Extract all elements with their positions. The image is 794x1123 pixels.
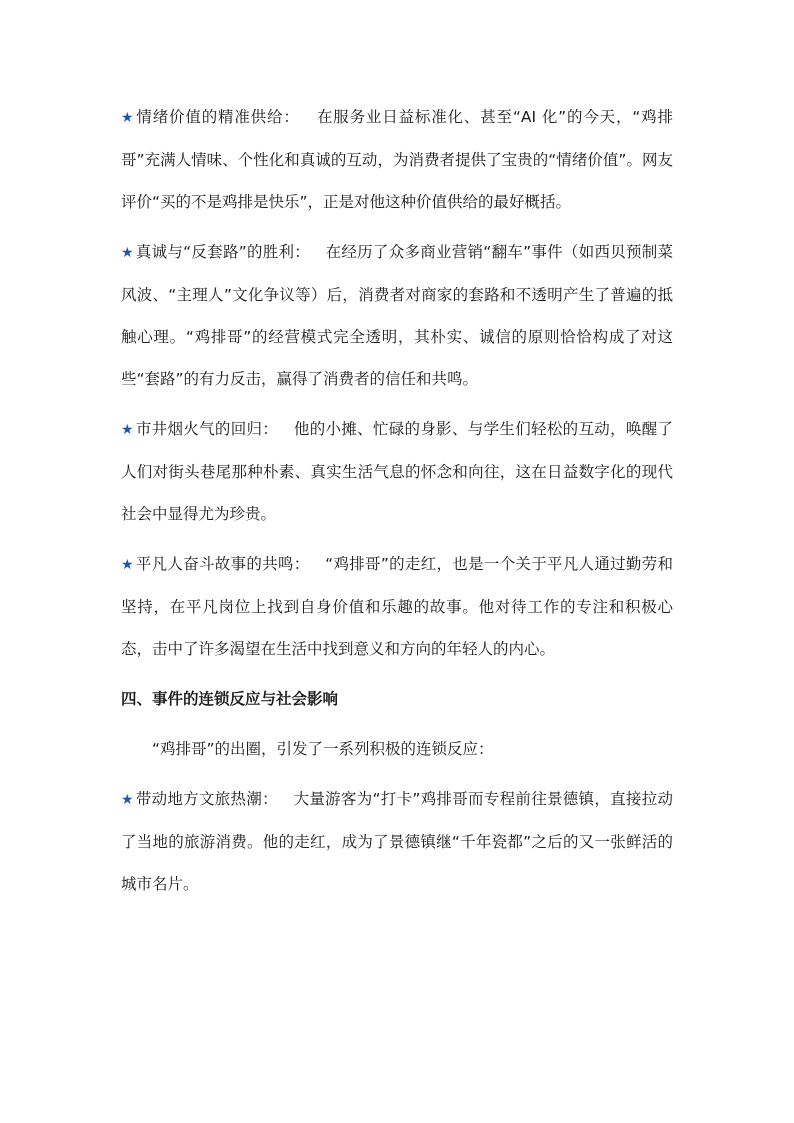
item-body: “鸡排哥”的走红，也是一个关于平凡人通过勤劳和坚持，在平凡岗位上找到自身价值和乐趣的故事。他对待工作的专注和积极心态，击中了许多渴望在生活中找到意义和方向的年轻人的内心。 <box>121 555 673 658</box>
item-title: 真诚与“反套路”的胜利： <box>135 243 311 261</box>
document-page <box>121 96 673 913</box>
item-body: 在经历了众多商业营销“翻车”事件（如西贝预制菜风波、“主理人”文化争议等）后，消费者对商家的套路和不透明产生了普遍的抵触心理。“鸡排哥”的经营模式完全透明，其朴实、诚信的原则恰恰构成了对这些“套路”的有力反击，赢得了消费者的信任和共鸣。 <box>121 243 674 388</box>
item-body: 他的小摊、忙碌的身影、与学生们轻松的互动，唤醒了人们对街头巷尾那种朴素、真实生活气息的怀念和向往，这在日益数字化的现代社会中显得尤为珍贵。 <box>121 420 674 523</box>
item-title: 带动地方文旅热潮： <box>135 790 278 808</box>
item-title: 市井烟火气的回归： <box>135 420 279 438</box>
star-icon: ★ <box>121 792 134 808</box>
item-title: 平凡人奋斗故事的共鸣： <box>135 555 310 573</box>
list-item-tourism <box>121 778 673 905</box>
item-title: 情绪价值的精准供给： <box>136 108 300 126</box>
item-body: 大量游客为“打卡”鸡排哥而专程前往景德镇，直接拉动了当地的旅游消费。他的走红，成为了景德镇继“千年瓷都”之后的又一张鲜活的城市名片。 <box>121 790 673 893</box>
star-icon: ★ <box>121 110 135 126</box>
list-item-anti-routine <box>121 231 673 400</box>
star-icon: ★ <box>121 245 134 261</box>
star-icon: ★ <box>121 422 134 438</box>
list-item-emotional-value <box>121 96 673 223</box>
list-item-street-life <box>121 408 673 535</box>
star-icon: ★ <box>121 557 134 573</box>
list-item-ordinary-people <box>121 543 673 670</box>
item-body: 在服务业日益标准化、甚至“AI 化”的今天，“鸡排哥”充满人情味、个性化和真诚的互动，为消费者提供了宝贵的“情绪价值”。网友评价“买的不是鸡排是快乐”，正是对他这种价值供给的最好概括。 <box>121 108 673 211</box>
section-heading: 四、事件的连锁反应与社会影响 <box>121 690 339 708</box>
section-intro: “鸡排哥”的出圈，引发了一系列积极的连锁反应： <box>152 740 494 758</box>
